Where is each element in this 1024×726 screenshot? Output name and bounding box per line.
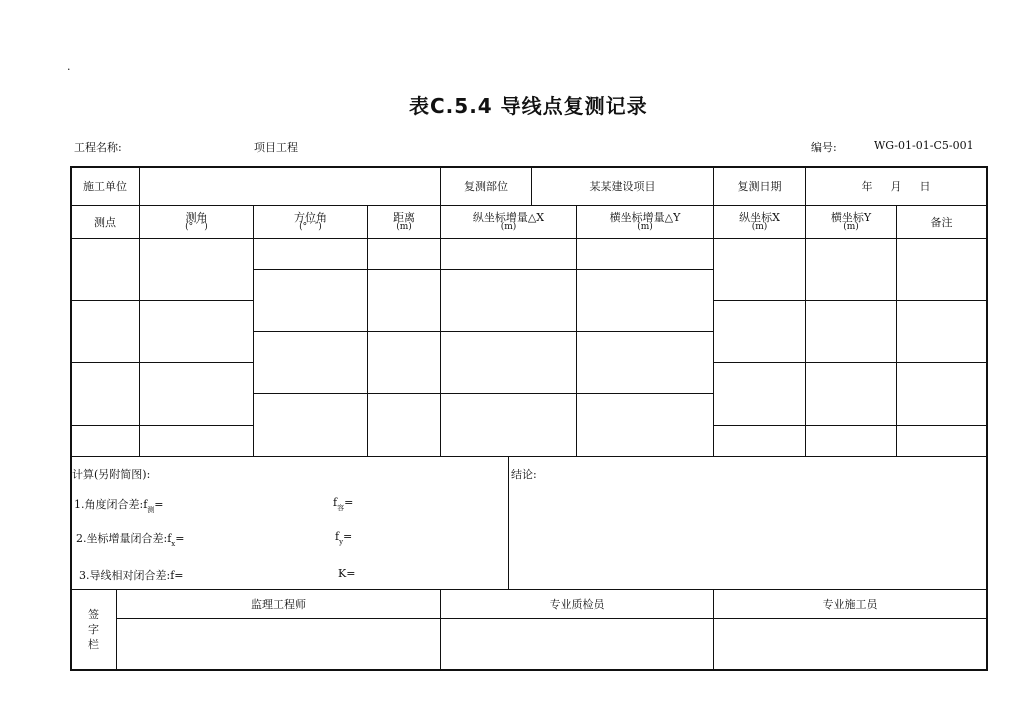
signature-label: [71, 590, 116, 669]
header-dy-label: 横坐标增量△Y: [609, 211, 681, 224]
header-bearing: [254, 206, 367, 238]
code-value: WG-01-01-C5-001: [874, 139, 974, 152]
header-x: [714, 206, 805, 238]
calc-fy-sub: y: [339, 538, 344, 546]
construction-unit-field[interactable]: [140, 167, 440, 205]
signature-supervisor-label: 监理工程师: [251, 597, 306, 611]
header-y: [806, 206, 896, 238]
date-month: 月: [890, 179, 902, 193]
corner-dot: .: [67, 60, 71, 73]
calc-angle-tolerance-sub: 容: [337, 504, 345, 512]
calc-angle-tolerance-eq: =: [344, 496, 354, 509]
signature-label-3: 栏: [88, 638, 99, 651]
signature-qc-field[interactable]: [441, 619, 713, 669]
header-dx-unit: (m): [500, 222, 517, 232]
calc-angle-tolerance-text: f: [333, 496, 338, 509]
header-y-unit: (m): [843, 222, 859, 232]
header-dx: [441, 206, 576, 238]
date-year: 年: [861, 179, 873, 193]
header-bearing-label: 方位角: [294, 211, 327, 224]
calc-coord-closure-text: 2.坐标增量闭合差:f: [76, 532, 172, 545]
data-entry-area[interactable]: [71, 239, 986, 456]
header-angle: [140, 206, 253, 238]
calc-coord-closure-sub: x: [171, 540, 176, 548]
signature-qc-label: 专业质检员: [549, 597, 605, 611]
header-distance-label: 距离: [393, 211, 415, 224]
signature-supervisor-field[interactable]: [117, 619, 440, 669]
header-distance-unit: (m): [396, 222, 412, 232]
project-label: 工程名称:: [74, 141, 122, 154]
construction-unit-label: 施工单位: [83, 179, 127, 193]
date-day: 日: [919, 179, 931, 193]
resurvey-part-value[interactable]: 某某建设项目: [589, 179, 656, 193]
signature-builder-field[interactable]: [714, 619, 986, 669]
resurvey-date-label: 复测日期: [737, 179, 782, 193]
project-value: 项目工程: [254, 141, 298, 154]
header-bearing-unit: (° ′ ″): [299, 222, 322, 232]
header-remark: 备注: [930, 215, 953, 229]
header-x-label: 纵坐标X: [739, 211, 780, 224]
calc-coord-closure: [76, 530, 184, 546]
resurvey-date-field[interactable]: [806, 167, 986, 205]
code-label: 编号:: [811, 141, 837, 154]
calc-relative-closure: 3.导线相对闭合差:f=: [79, 569, 184, 582]
header-angle-unit: (° ′ ″): [185, 222, 208, 232]
header-distance: [368, 206, 440, 238]
calc-angle-tolerance: [333, 496, 354, 512]
header-point: 测点: [94, 215, 116, 229]
calc-fy: [335, 530, 353, 546]
header-y-label: 横坐标Y: [830, 211, 872, 224]
calc-fy-eq: =: [343, 530, 353, 543]
signature-label-1: 签: [88, 608, 99, 621]
calc-label: 计算(另附简图):: [72, 468, 151, 481]
calc-angle-closure-text: 1.角度闭合差:f: [74, 498, 148, 511]
header-dy: [577, 206, 713, 238]
calc-k: K=: [338, 567, 356, 580]
calc-angle-closure-eq: =: [154, 498, 164, 511]
conclusion-field[interactable]: [509, 480, 986, 588]
header-dx-label: 纵坐标增量△X: [472, 211, 545, 224]
resurvey-part-label: 复测部位: [464, 179, 508, 193]
header-angle-label: 测角: [185, 211, 208, 224]
signature-label-2: 字: [88, 623, 99, 636]
header-dy-unit: (m): [637, 222, 653, 232]
calc-angle-closure: [74, 496, 164, 512]
page-title: 表C.5.4 导线点复测记录: [409, 94, 648, 118]
header-x-unit: (m): [751, 222, 768, 232]
calc-coord-closure-eq: =: [175, 532, 185, 545]
calc-fy-text: f: [335, 530, 340, 543]
conclusion-label: 结论:: [511, 468, 537, 481]
signature-builder-label: 专业施工员: [822, 597, 878, 611]
calc-angle-closure-sub: 测: [147, 506, 155, 514]
